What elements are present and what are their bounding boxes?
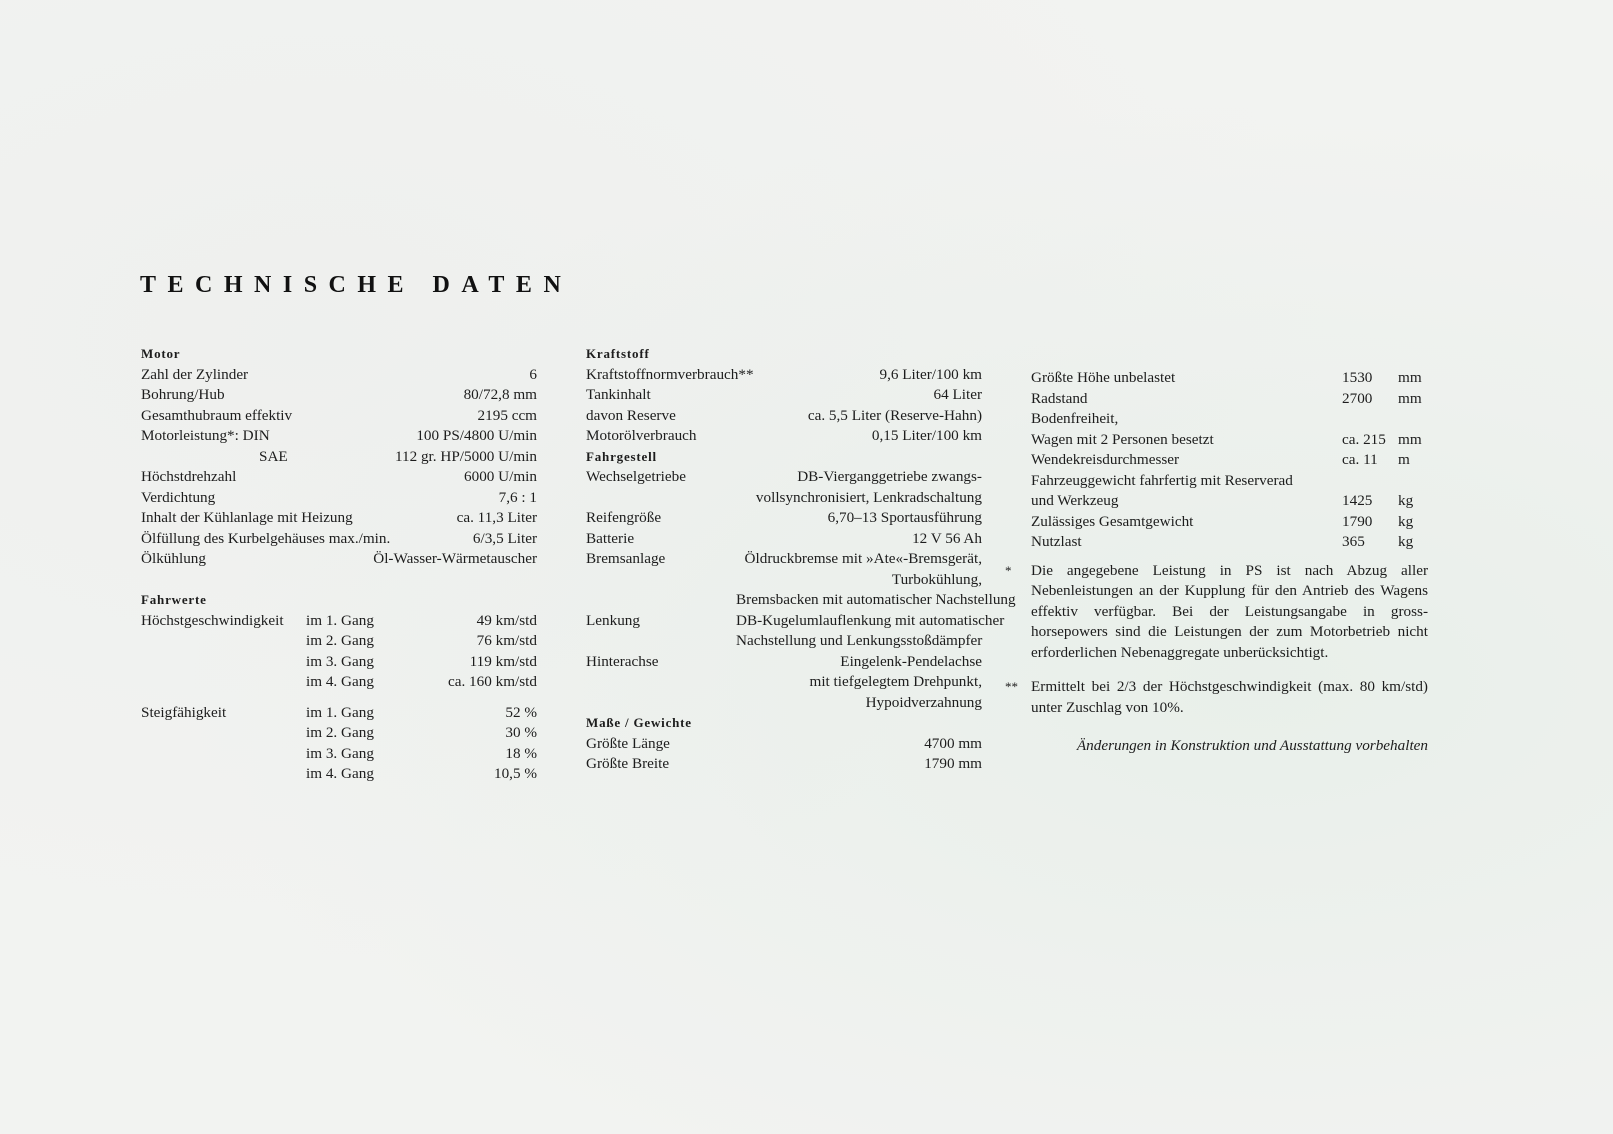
spec-label bbox=[141, 652, 306, 673]
gear-label: im 3. Gang bbox=[306, 744, 374, 762]
spec-row bbox=[1031, 512, 1428, 533]
spec-row bbox=[586, 406, 982, 427]
spec-row bbox=[586, 529, 982, 550]
spec-unit: kg bbox=[1398, 492, 1414, 509]
spec-row bbox=[586, 631, 982, 652]
spec-value: Turbokühlung, bbox=[891, 570, 982, 588]
spec-row bbox=[1031, 430, 1428, 451]
spec-label: Ölfüllung des Kurbelgehäuses max./min. bbox=[141, 529, 391, 547]
spec-label bbox=[141, 764, 306, 785]
masse-list bbox=[586, 734, 982, 775]
spec-value: ca. 11,3 Liter bbox=[456, 509, 537, 526]
motor-list bbox=[141, 365, 537, 570]
spec-value: 76 km/std bbox=[476, 632, 537, 649]
spec-label: SAE bbox=[259, 447, 288, 465]
spec-label bbox=[586, 693, 736, 714]
spec-label: Gesamthubraum effektiv bbox=[141, 406, 293, 424]
page-title: TECHNISCHE DATEN bbox=[140, 272, 573, 298]
spec-label bbox=[586, 570, 736, 591]
spec-row bbox=[586, 570, 982, 591]
spec-value: 64 Liter bbox=[933, 386, 982, 403]
spec-label: Zahl der Zylinder bbox=[141, 365, 249, 383]
spec-row bbox=[586, 611, 1005, 632]
spec-row bbox=[586, 652, 982, 673]
spec-label: Größte Breite bbox=[586, 755, 670, 772]
spec-label bbox=[586, 672, 736, 693]
spec-row bbox=[141, 764, 537, 785]
climb-list bbox=[141, 703, 537, 785]
spec-value: 1530 bbox=[1342, 369, 1373, 386]
spec-value: Hypoidverzahnung bbox=[865, 693, 982, 711]
spec-label: Steigfähigkeit bbox=[141, 703, 227, 721]
spec-row bbox=[586, 508, 982, 529]
spec-row bbox=[141, 703, 537, 724]
spec-label: davon Reserve bbox=[586, 406, 676, 424]
spec-row bbox=[586, 590, 1016, 611]
disclaimer: Änderungen in Konstruktion und Ausstattung vorbehalten bbox=[1076, 737, 1428, 754]
spec-row bbox=[586, 734, 982, 755]
spec-value: 6000 U/min bbox=[464, 468, 537, 485]
spec-value: 4700 mm bbox=[924, 734, 982, 752]
column-right bbox=[1005, 368, 1428, 757]
spec-row bbox=[1031, 389, 1428, 410]
spec-value: 6,70–13 Sportausführung bbox=[827, 509, 982, 526]
spec-row bbox=[586, 672, 982, 693]
spec-unit: mm bbox=[1398, 430, 1422, 448]
spec-label: Bohrung/Hub bbox=[141, 386, 225, 403]
spec-value: 7,6 : 1 bbox=[498, 488, 537, 506]
spec-row bbox=[141, 652, 537, 673]
spec-label: Motorleistung*: DIN bbox=[141, 427, 270, 444]
spec-label: Radstand bbox=[1031, 389, 1088, 407]
spec-label: Reifengröße bbox=[586, 509, 662, 526]
spec-label: Fahrzeuggewicht fahrfertig mit Reserverad bbox=[1031, 471, 1293, 489]
spec-label: Lenkung bbox=[586, 611, 640, 629]
footnote-marker: * bbox=[1005, 562, 1012, 578]
spec-unit bbox=[1392, 409, 1428, 430]
spec-label: Hinterachse bbox=[586, 652, 659, 670]
spec-label: Wagen mit 2 Personen besetzt bbox=[1031, 430, 1214, 448]
spec-value: Bremsbacken mit automatischer Nachstellung bbox=[736, 591, 1016, 608]
spec-label: Höchstgeschwindigkeit bbox=[141, 611, 284, 629]
spec-row bbox=[1031, 409, 1428, 430]
spec-value: 80/72,8 mm bbox=[463, 386, 537, 403]
spec-row bbox=[1031, 450, 1428, 471]
spec-value: DB-Kugelumlauflenkung mit automatischer bbox=[736, 611, 1005, 629]
spec-value: 2195 ccm bbox=[477, 406, 537, 424]
dimensions-list bbox=[1031, 368, 1428, 553]
spec-value: 6 bbox=[529, 365, 537, 383]
section-heading-fahrwerte: Fahrwerte bbox=[141, 592, 207, 607]
spec-row bbox=[141, 744, 537, 765]
spec-label: Bodenfreiheit, bbox=[1031, 410, 1119, 427]
spec-label: Nutzlast bbox=[1031, 533, 1082, 550]
spec-value: 1790 bbox=[1342, 512, 1373, 530]
spec-value: 49 km/std bbox=[476, 611, 537, 629]
spec-row bbox=[141, 672, 537, 693]
spec-row bbox=[141, 723, 537, 744]
spec-value: DB-Vierganggetriebe zwangs- bbox=[797, 468, 982, 485]
footnote-2 bbox=[1005, 677, 1428, 718]
gear-label: im 3. Gang bbox=[306, 652, 374, 670]
spec-row bbox=[141, 529, 537, 550]
fahrgestell-list bbox=[586, 467, 1016, 713]
column-left bbox=[141, 344, 537, 785]
spec-unit: mm bbox=[1398, 389, 1422, 407]
gear-label: im 1. Gang bbox=[306, 611, 374, 629]
spec-label: Kraftstoffnormverbrauch** bbox=[586, 365, 754, 383]
spec-row bbox=[586, 488, 982, 509]
spec-row bbox=[141, 508, 537, 529]
spec-value: 119 km/std bbox=[469, 652, 537, 670]
gear-label: im 1. Gang bbox=[306, 703, 374, 721]
spec-label: Tankinhalt bbox=[586, 386, 651, 403]
spec-value: 12 V 56 Ah bbox=[912, 529, 982, 547]
spec-label: und Werkzeug bbox=[1031, 492, 1119, 509]
spec-label: Inhalt der Kühlanlage mit Heizung bbox=[141, 509, 353, 526]
section-heading-kraftstoff: Kraftstoff bbox=[586, 346, 650, 361]
spec-row bbox=[1031, 368, 1428, 389]
spec-value: 112 gr. HP/5000 U/min bbox=[394, 447, 537, 465]
spec-value: vollsynchronisiert, Lenkradschaltung bbox=[755, 488, 982, 506]
spec-label bbox=[141, 723, 306, 744]
spec-row bbox=[586, 693, 982, 714]
spec-value: 0,15 Liter/100 km bbox=[871, 427, 982, 444]
spec-value: ca. 11 bbox=[1342, 451, 1378, 468]
spec-row bbox=[141, 426, 537, 447]
spec-label bbox=[586, 631, 736, 652]
spec-value: 2700 bbox=[1342, 389, 1373, 407]
spec-value: 18 % bbox=[505, 744, 537, 762]
spec-value: mit tiefgelegtem Drehpunkt, bbox=[809, 673, 982, 690]
spec-unit: m bbox=[1398, 451, 1410, 468]
spec-row bbox=[141, 611, 537, 632]
footnote-1 bbox=[1005, 561, 1428, 664]
column-middle bbox=[586, 344, 1016, 775]
spec-value bbox=[1342, 471, 1392, 492]
spec-value: 30 % bbox=[505, 724, 537, 741]
kraftstoff-list bbox=[586, 365, 982, 447]
spec-row bbox=[586, 426, 982, 447]
spec-label bbox=[586, 590, 736, 611]
spec-label: Motorölverbrauch bbox=[586, 427, 697, 444]
spec-value: 52 % bbox=[505, 703, 537, 721]
spec-label: Größte Höhe unbelastet bbox=[1031, 369, 1176, 386]
spec-value: ca. 160 km/std bbox=[447, 673, 537, 690]
spec-row bbox=[141, 631, 537, 652]
spec-row bbox=[586, 467, 982, 488]
spec-row bbox=[141, 549, 537, 570]
spec-label: Zulässiges Gesamtgewicht bbox=[1031, 512, 1194, 530]
gear-label: im 4. Gang bbox=[306, 765, 374, 782]
spec-unit: kg bbox=[1398, 533, 1414, 550]
gear-label: im 2. Gang bbox=[306, 724, 374, 741]
spec-row bbox=[141, 467, 537, 488]
spec-unit: kg bbox=[1398, 512, 1414, 530]
spec-label: Wendekreisdurchmesser bbox=[1031, 451, 1180, 468]
footnote-marker: ** bbox=[1005, 679, 1018, 694]
spec-row bbox=[141, 447, 537, 468]
spec-label: Ölkühlung bbox=[141, 550, 206, 567]
spec-label bbox=[141, 672, 306, 693]
spec-label: Höchstdrehzahl bbox=[141, 468, 237, 485]
speed-list bbox=[141, 611, 537, 693]
section-heading-motor: Motor bbox=[141, 346, 181, 361]
spec-row bbox=[141, 385, 537, 406]
spec-row bbox=[141, 365, 537, 386]
spec-value: Nachstellung und Lenkungsstoßdämpfer bbox=[736, 632, 983, 649]
gear-label: im 2. Gang bbox=[306, 632, 374, 649]
spec-row bbox=[141, 406, 537, 427]
spec-row bbox=[586, 549, 982, 570]
spec-value: Öl-Wasser-Wärmetauscher bbox=[373, 550, 537, 567]
spec-value: 365 bbox=[1342, 533, 1365, 550]
footnote-text: Ermittelt bei 2/3 der Höchstgeschwindigkeit (max. 80 km/std) unter Zuschlag von 10%. bbox=[1031, 678, 1428, 716]
spec-value: 9,6 Liter/100 km bbox=[879, 365, 982, 383]
spec-label bbox=[141, 631, 306, 652]
spec-value: 1425 bbox=[1342, 492, 1373, 509]
spec-value: 1790 mm bbox=[924, 755, 982, 772]
section-heading-fahrgestell: Fahrgestell bbox=[586, 448, 657, 464]
footnote-text: Die angegebene Leistung in PS ist nach Abzug aller Nebenleistungen an der Kupplung für den Antrieb des Wagens effektiv verfügbar. Bei der Leistungsangabe in gross-horsepowers sind die Leistungen der zum Motorbetrieb nicht erforderlichen Nebenaggregate unberücksichtigt. bbox=[1031, 561, 1428, 661]
spec-unit bbox=[1392, 471, 1428, 492]
spec-row bbox=[141, 488, 537, 509]
spec-row bbox=[1031, 491, 1428, 512]
spec-row bbox=[586, 385, 982, 406]
section-heading-masse: Maße / Gewichte bbox=[586, 715, 692, 730]
spec-label bbox=[141, 744, 306, 765]
gear-label: im 4. Gang bbox=[306, 673, 374, 690]
spec-unit: mm bbox=[1398, 369, 1422, 386]
spec-value: ca. 5,5 Liter (Reserve-Hahn) bbox=[807, 406, 982, 424]
spec-label: Größte Länge bbox=[586, 734, 670, 752]
spec-row bbox=[1031, 532, 1428, 553]
spec-value bbox=[1342, 409, 1392, 430]
spec-value: 100 PS/4800 U/min bbox=[416, 427, 537, 444]
spec-label: Batterie bbox=[586, 529, 635, 547]
spec-value: 6/3,5 Liter bbox=[472, 529, 537, 547]
spec-label: Bremsanlage bbox=[586, 550, 666, 567]
spec-label: Verdichtung bbox=[141, 488, 216, 506]
spec-row bbox=[586, 754, 982, 775]
spec-row bbox=[1031, 471, 1428, 492]
spec-value: ca. 215 bbox=[1342, 430, 1386, 448]
spec-row bbox=[586, 365, 982, 386]
spec-label: Wechselgetriebe bbox=[586, 468, 686, 485]
spec-value: 10,5 % bbox=[493, 765, 537, 782]
spec-value: Öldruckbremse mit »Ate«-Bremsgerät, bbox=[744, 550, 982, 567]
spec-label bbox=[586, 488, 736, 509]
spec-value: Eingelenk-Pendelachse bbox=[840, 652, 982, 670]
